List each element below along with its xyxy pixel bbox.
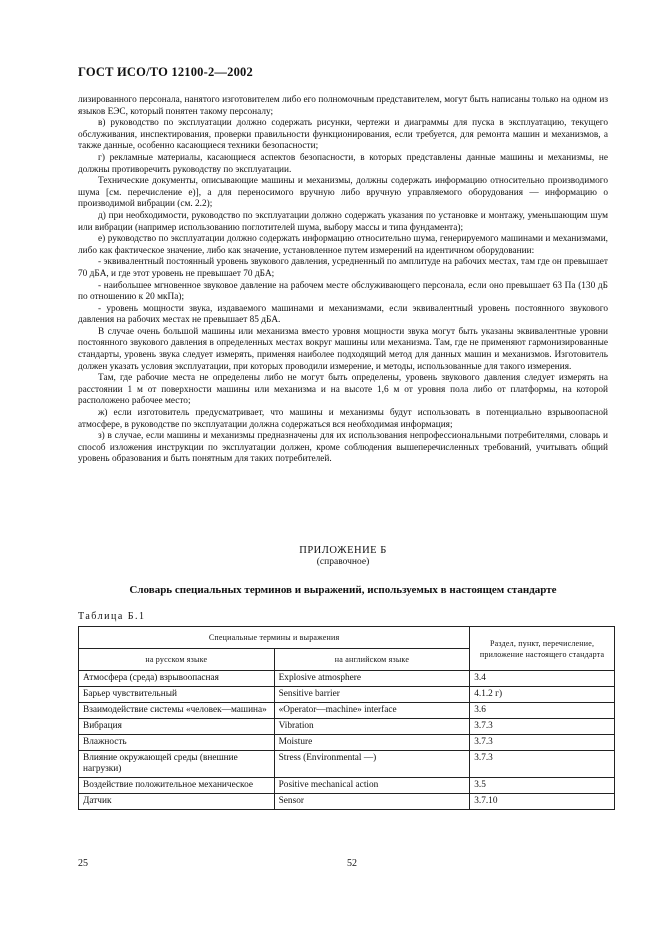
paragraph: Там, где рабочие места не определены либо не могут быть определены, уровень звукового давления следует измерять на расстоянии 1 м от поверхности машины или механизма и на высоте 1,6 м от уровня пола либо от платформы, на которой расположено рабочее место; [78,373,608,407]
body-text [78,95,608,466]
cell-russian: Барьер чувствительный [79,687,275,703]
cell-english: Vibration [274,719,470,735]
paragraph: - уровень мощности звука, издаваемого машинами и механизмами, если эквивалентный уровень постоянного звукового давления на рабочих местах не превышает 85 дБA. [78,303,608,326]
table-label: Таблица Б.1 [78,611,146,622]
cell-reference: 3.7.3 [470,719,615,735]
cell-russian: Влажность [79,735,275,751]
table-row [79,687,615,703]
cell-reference: 3.7.3 [470,735,615,751]
paragraph: з) в случае, если машины и механизмы предназначены для их использования непрофессиональными потребителями, словарь и способ изложения инструкции по эксплуатации должен, кроме соблюдения вышеперечисленных требований, учитывать общий уровень образования и быть понятным для таких потребителей. [78,431,608,465]
cell-english: «Operator—machine» interface [274,703,470,719]
cell-russian: Вибрация [79,719,275,735]
paragraph: лизированного персонала, нанятого изготовителем либо его полномочным представителем, могут быть написаны только на одном из языков ЕЭС, который понятен такому персоналу; [78,95,608,117]
paragraph: Технические документы, описывающие машины и механизмы, должны содержать информацию относительно производимого шума [см. перечисление е)], а для переносимого вручную либо вручную управляемого оборудования — информацию о производимой вибрации (см. 2.2); [78,176,608,210]
document-header: ГОСТ ИСО/ТО 12100-2—2002 [78,65,253,79]
cell-russian: Взаимодействие системы «человек—машина» [79,703,275,719]
cell-english: Sensor [274,794,470,810]
paragraph: ж) если изготовитель предусматривает, что машины и механизмы будут использовать в потенциально взрывоопасной атмосфере, в руководстве по эксплуатации должна содержаться вся необходимая информация; [78,408,608,430]
cell-russian: Влияние окружающей среды (внешние нагрузки) [79,751,275,778]
header-english: на английском языке [274,649,470,671]
paragraph: г) рекламные материалы, касающиеся аспектов безопасности, в которых представлены данные машины и механизмы, не должны противоречить руководству по эксплуатации. [78,152,608,175]
page-number-center: 52 [347,858,357,869]
cell-english: Sensitive barrier [274,687,470,703]
paragraph: - эквивалентный постоянный уровень звукового давления, усредненный по амплитуде на рабочих местах, там где он превышает 70 дБA, и где этот уровень не превышает 70 дБA; [78,257,608,279]
cell-english: Moisture [274,735,470,751]
header-terms: Специальные термины и выражения [79,627,470,649]
table-row [79,671,615,687]
cell-reference: 3.4 [470,671,615,687]
appendix-heading: Словарь специальных терминов и выражений, используемых в настоящем стандарте [129,584,557,596]
cell-english: Explosive atmosphere [274,671,470,687]
cell-russian: Датчик [79,794,275,810]
appendix-block [78,545,608,596]
table-row [79,751,615,778]
cell-reference: 3.7.3 [470,751,615,778]
cell-reference: 3.5 [470,778,615,794]
table-row [79,703,615,719]
cell-reference: 3.7.10 [470,794,615,810]
page-number-left: 25 [78,858,88,869]
cell-reference: 3.6 [470,703,615,719]
appendix-title: ПРИЛОЖЕНИЕ Б [299,545,387,556]
header-reference: Раздел, пункт, перечисление, приложение настоящего стандарта [470,627,615,671]
terms-table [78,626,615,810]
table-row [79,794,615,810]
paragraph: В случае очень большой машины или механизма вместо уровня мощности звука могут быть указаны эквивалентные уровни постоянного звукового давления в определенных местах вокруг машины или механизма. Там, где не применяют гармонизированные стандарты, уровень звука следует измерять, применяя наиболее подходящий метод для данных машин и механизмов. Изготовитель должен указать условия эксплуатации, при которых проводили измерение, и методы, использованные для такого измерения. [78,326,608,372]
cell-russian: Воздействие положительное механическое [79,778,275,794]
table-row [79,735,615,751]
cell-english: Positive mechanical action [274,778,470,794]
header-russian: на русском языке [79,649,275,671]
paragraph: д) при необходимости, руководство по эксплуатации должно содержать указания по установке и монтажу, уменьшающим шум или вибрации (например использованию поглотителей шума, выбору массы и типа фундамента); [78,210,608,233]
cell-reference: 4.1.2 г) [470,687,615,703]
table-row [79,778,615,794]
paragraph: в) руководство по эксплуатации должно содержать рисунки, чертежи и диаграммы для пуска в эксплуатацию, текущего обслуживания, инспектирования, проверки правильности функционирования, если требуется, для ремонта машин и механизмов, а также данные, особенно касающиеся техники безопасности; [78,118,608,152]
appendix-subtitle: (справочное) [316,557,370,567]
table-row [79,719,615,735]
paragraph: - наибольшее мгновенное звуковое давление на рабочем месте обслуживающего персонала, если оно превышает 63 Па (130 дБ по отношению к 20 мкПа); [78,280,608,303]
paragraph: е) руководство по эксплуатации должно содержать информацию относительно шума, генерируемого машинами и механизмами, либо как фактическое значение, либо как значение, установленное путем измерений на идентичном оборудовании: [78,234,608,256]
cell-russian: Атмосфера (среда) взрывоопасная [79,671,275,687]
cell-english: Stress (Environmental —) [274,751,470,778]
